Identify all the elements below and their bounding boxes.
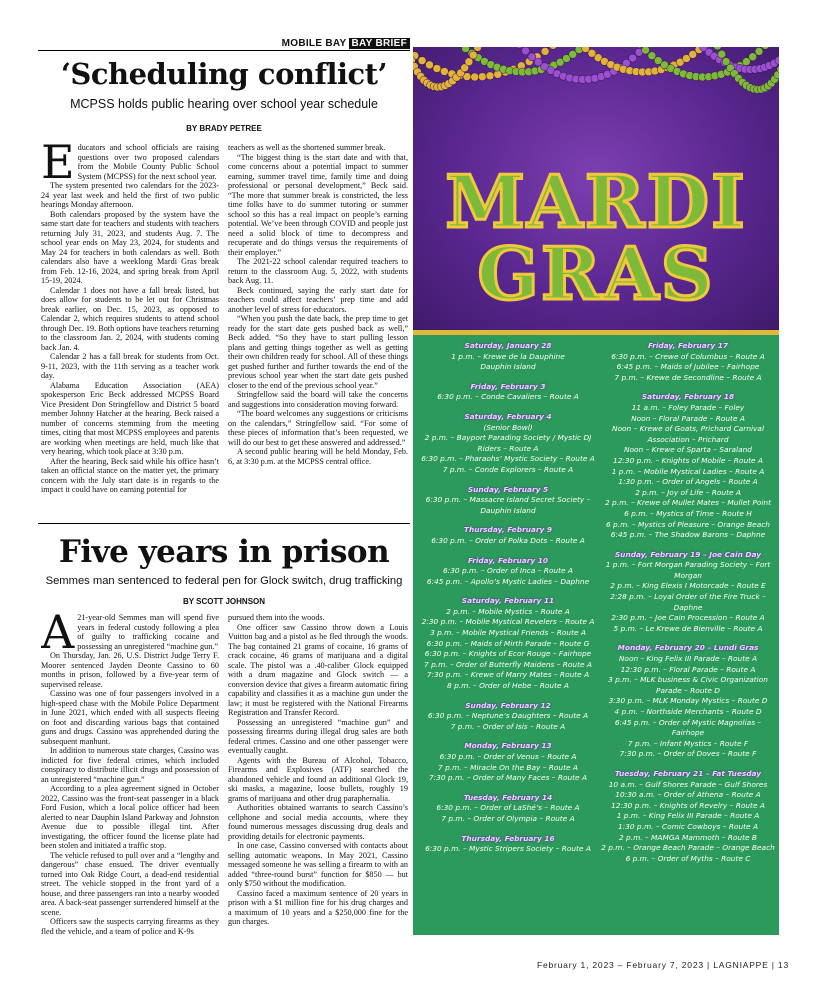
schedule-event: 2:28 p.m. – Loyal Order of the Fire Truck – Daphne	[610, 592, 766, 612]
schedule-day-heading: Friday, February 10	[467, 555, 549, 565]
bead	[418, 57, 426, 65]
schedule-event: 6:45 p.m. – Maids of Jubilee – Fairhope	[616, 362, 760, 372]
schedule-event: 3 p.m. – Mobile Mystical Friends – Route A	[430, 628, 586, 638]
bead	[478, 73, 486, 81]
schedule-event: Noon – Krewe of Goats, Prichard Carnival Association – Prichard	[611, 424, 765, 444]
story2-deck: Semmes man sentenced to federal pen for Glock switch, drug trafficking	[45, 575, 403, 587]
beads	[413, 47, 779, 94]
schedule-event: 6:30 p.m. – Order of Polka Dots – Route A	[431, 535, 585, 545]
bead	[440, 68, 448, 76]
schedule-day-heading: Saturday, January 28	[464, 341, 552, 350]
schedule-event: 7 p.m. – Krewe de Secondline – Route A	[614, 372, 762, 382]
paragraph: teachers as well as the shortened summer break.	[228, 143, 386, 152]
schedule-day-heading: Saturday, February 18	[641, 392, 735, 402]
schedule-event: 7 p.m. – Conde Explorers – Route A	[442, 464, 574, 474]
schedule-event: 10:30 a.m. – Order of Athena – Route A	[615, 790, 761, 800]
paragraph: Beck continued, saying the early start date for teachers could affect teachers’ prep time and add another level of stress for educators.	[228, 285, 408, 314]
schedule-day-heading: Monday, February 13	[464, 741, 552, 751]
paragraph-text: ducators and school officials are raising questions over two proposed calendars from the Mobile County Public School System (MCPSS) for the next school year.	[77, 143, 219, 181]
schedule-event: 2 p.m. – Krewe of Mullet Mates – Mullet Point	[604, 498, 771, 508]
paragraph: After the hearing, Beck said while his office hasn’t taken an official stance on the matter yet, the primary concern with the July start date is in regards to the impact it could have on earning potential for	[41, 456, 219, 494]
paragraph: Officers saw the suspects carrying firearms as they fled the vehicle, and a team of police and K-9s	[41, 917, 219, 936]
schedule-event: Noon – King Felix III Parade – Route A	[618, 654, 758, 664]
schedule-event: 6:30 p.m. – Conde Cavaliers – Route A	[437, 392, 579, 402]
story2-byline: BY SCOTT JOHNSON	[182, 597, 266, 606]
schedule-day-heading: Tuesday, February 21 – Fat Tuesday	[614, 768, 762, 778]
bead-strands-graphic	[413, 47, 779, 330]
schedule-event: (Senior Bowl)	[483, 422, 533, 432]
paragraph: On Thursday, Jan. 26, U.S. District Judge Terry F. Moorer sentenced Jayden Deonte Cassino to 60 months in prison, followed by a five-year term of supervised release.	[41, 651, 219, 689]
schedule-event: 3 p.m. – MLK business & Civic Organization Parade – Route D	[608, 675, 768, 695]
paragraph: Alabama Education Association (AEA) spokesperson Eric Beck addressed MCPSS Board Vice President Don Stringfellow and District 5 board member Johnny Hatcher at the hearing. Beck raised a number of concerns stemming from the meeting times, citing that most MCPSS employees and parents are working when meetings are held, much like that very hearing, which took place at 3:30 p.m.	[41, 380, 219, 456]
page-footer: February 1, 2023 – February 7, 2023 | LAGNIAPPE | 13	[536, 960, 789, 970]
schedule-event: 12:30 p.m. – Knights of Revelry – Route A	[611, 800, 765, 810]
schedule-event: 2 p.m. – Joy of Life – Route A	[635, 487, 741, 497]
bead	[755, 47, 763, 55]
gold-stripe	[413, 330, 779, 335]
schedule-event: 7 p.m. – Order of Butterfly Maidens – Route A	[424, 659, 592, 669]
schedule-day-heading: Sunday, February 5	[467, 484, 549, 494]
schedule-event: 6:30 p.m. – Order of LaShé’s – Route A	[436, 803, 580, 813]
paragraph: A second public hearing will be held Monday, Feb. 6, at 3:30 p.m. at the MCPSS central office.	[228, 447, 408, 466]
bead	[433, 65, 441, 73]
schedule-day-heading: Thursday, February 16	[461, 833, 555, 843]
paragraph: The vehicle refused to pull over and a “lengthy and dangerous” chase ensued. The driver eventually turned into Oak Ridge Court, a dead-end residential street. The vehicle stopped in the front yard of a house, and three passengers ran into a nearby wooded area. A back-seat passenger surrendered himself at the scene.	[41, 850, 219, 917]
schedule-event: 6:45 p.m. – The Shadow Barons – Daphne	[610, 530, 766, 540]
schedule-event: Noon – Krewe of Sparta – Saraland	[623, 445, 752, 455]
schedule-day-heading: Sunday, February 19 – Joe Cain Day	[614, 549, 762, 559]
title-line-2: GRAS	[477, 231, 715, 316]
schedule-event: 2 p.m. – Orange Beach Parade – Orange Beach	[601, 843, 775, 853]
paragraph-text: 21-year-old Semmes man will spend five years in federal custody following a plea of guilty to trafficking cocaine and possessing an unregistered “machine gun.”	[77, 613, 219, 651]
story2-headline: Five years in prison	[58, 534, 390, 570]
schedule-event: 7 p.m. – Order of Isis – Route A	[450, 721, 566, 731]
schedule-event: 4 p.m. – Northside Merchants – Route D	[614, 707, 762, 716]
schedule-event: Noon – Floral Parade – Route A	[631, 413, 745, 423]
schedule-event: Dauphin Island	[480, 362, 536, 372]
story2-column-1	[41, 613, 219, 955]
schedule-event: 6:30 p.m. – Order of Venus – Route A	[439, 752, 577, 761]
schedule-event: 2:30 p.m. – Joe Cain Procession – Route A	[611, 613, 765, 623]
paragraph: One officer saw Cassino throw down a Louis Vuitton bag and a pistol as he fled through the woods. The bag contained 21 grams of cocaine, 16 grams of crack cocaine, 46 grams of marijuana and a digital scale. The pistol was a .40-caliber Glock equipped with a drum magazine and Glock switch — a conversion device that gives a firearm automatic firing capability and classifies it as a machine gun under the law; it must be registered with the National Firearms Registration and Transfer Record.	[228, 622, 408, 717]
bead	[642, 47, 650, 54]
schedule-event: 7:30 p.m. – Krewe of Marry Mates – Route A	[426, 670, 590, 680]
bead	[426, 61, 434, 69]
bead	[761, 47, 769, 49]
schedule-event: 7 p.m. – Miracle On the Bay – Route A	[438, 762, 578, 772]
schedule-day-heading: Saturday, February 11	[461, 596, 555, 606]
story-divider	[38, 523, 410, 524]
drop-cap: E	[41, 143, 75, 189]
schedule-event: 7:30 p.m. – Order of Many Faces – Route A	[428, 773, 588, 783]
schedule-event: 1 p.m. – Fort Morgan Parading Society – Fort Morgan	[605, 560, 771, 580]
schedule-event: 12:30 p.m. – Knights of Mobile – Route A	[613, 455, 763, 465]
mardi-gras-panel	[413, 47, 779, 935]
paragraph: pursued them into the woods.	[228, 613, 325, 622]
schedule-event: 6:30 p.m. – Mystic Stripers Society – Route A	[425, 844, 591, 854]
schedule-event: 6:30 p.m. – Pharaohs’ Mystic Society – Route A	[421, 454, 595, 464]
schedule-event: 7 p.m. – Infant Mystics – Route F	[627, 738, 749, 748]
paragraph: The system presented two calendars for the 2023-24 year last week and held the first of two public hearings Monday afternoon.	[41, 181, 219, 209]
schedule-event: 1 p.m. – Mobile Mystical Ladies – Route A	[611, 466, 765, 476]
schedule-event: 8 p.m. – Order of Hebe – Route A	[447, 681, 569, 691]
paragraph: According to a plea agreement signed in October 2022, Cassino was the front-seat passenger in a black Ford Fusion, which a local police officer had been alerted to near Dauphin Island Parkway and Johnston Avenue due to possible illegal tint. After investigating, the officer found the license plate had been stolen and initiated a traffic stop.	[41, 784, 219, 850]
schedule-event: 2 p.m. – Bayport Parading Society / Mystic DJ Riders – Route A	[424, 433, 592, 453]
paragraph: “The biggest thing is the start date and with that, come concerns about a potential impact to summer earning, summer travel time, family time and doing professional or personal development,” Beck said. “The more that summer break is constricted, the less time folks have to do summer tutoring or summer school so this has a real impact on people’s earning potential. We’ve been through COVID and people just need a solid block of time to decompress and recuperate and do things versus the requirements of their employer.”	[228, 152, 408, 257]
schedule-event: 2:30 p.m. – Mobile Mystical Revelers – Route A	[421, 617, 595, 627]
schedule-day-heading: Sunday, February 12	[465, 700, 551, 710]
bead	[541, 47, 549, 55]
paragraph	[41, 613, 219, 659]
schedule-day-heading: Saturday, February 4	[464, 411, 552, 421]
bead	[549, 47, 557, 49]
paragraph: Agents with the Bureau of Alcohol, Tobacco, Firearms and Explosives (ATF) searched the abandoned vehicle and found an additional Glock 19, ski masks, a magazine, loose bullets, roughly 19 grams of marijuana and other drug paraphernalia.	[228, 755, 408, 803]
paragraph: Authorities obtained warrants to search Cassino’s cellphone and social media accounts, where they found numerous messages discussing drug deals and providing details for electronic payments.	[228, 803, 408, 841]
schedule-day-heading: Monday, February 20 – Lundi Gras	[617, 643, 759, 653]
schedule-day-heading: Thursday, February 9	[463, 525, 553, 535]
schedule-event: 6:30 p.m. – Crewe of Columbus – Route A	[611, 351, 765, 361]
bead	[522, 47, 530, 55]
bead	[471, 73, 479, 81]
bead	[469, 51, 477, 59]
schedule-event: 1:30 p.m. – Comic Cowboys – Route A	[617, 821, 759, 831]
schedule-event: 6:30 p.m. – Massacre Island Secret Society – Dauphin Island	[425, 495, 591, 515]
schedule-event: 2 p.m. – Mobile Mystics – Route A	[446, 606, 570, 616]
paragraph: “The board welcomes any suggestions or criticisms on the calendars,” Stringfellow said. “For some of these pieces of information that’s been requested, we will do our best to get these answered and addressed.”	[228, 409, 408, 447]
schedule-event: 6 p.m. – Mystics of Time – Route H	[624, 508, 752, 518]
paragraph: Cassino faced a maximum sentence of 20 years in prison with a $1 million fine for his drug charges and a maximum of 10 years and a $250,000 fine for the gun charges.	[228, 888, 408, 926]
story1-column-1	[41, 143, 219, 521]
story2-column-2	[228, 613, 408, 955]
story1-byline: BY BRADY PETREE	[186, 124, 262, 133]
bead	[486, 72, 494, 80]
paragraph: The 2021-22 school calendar required teachers to return to the classroom Aug. 5, 2022, with students back Aug. 11.	[228, 257, 408, 285]
schedule-event: 6:30 p.m. – Maids of Mirth Parade – Route G	[426, 638, 590, 648]
paragraph: In one case, Cassino conversed with contacts about selling automatic weapons. In May 2021, Cassino messaged someone he was selling a firearm to with an added “three-round burst” function for $850 — but only $750 without the modification.	[228, 841, 408, 888]
schedule-event: 6:30 p.m. – Order of Inca – Route A	[443, 566, 573, 576]
schedule-event: 6 p.m. – Mystics of Pleasure – Orange Beach	[606, 519, 770, 529]
schedule-event: 5 p.m. – Le Krewe de Bienville – Route A	[613, 623, 763, 633]
paragraph: In addition to numerous state charges, Cassino was indicted for five federal crimes, which included conspiracy to distribute illicit drugs and possession of an unregistered “machine gun.”	[41, 746, 219, 784]
mardi-gras-title	[445, 159, 747, 316]
mardi-gras-artwork	[413, 47, 779, 330]
story1-headline: ‘Scheduling conflict’	[60, 57, 388, 91]
schedule-event: 2 p.m. – King Elexis I Motorcade – Route E	[610, 581, 766, 591]
section-label	[282, 38, 410, 50]
schedule-event: 6:45 p.m. – Order of Mystic Magnolias – Fairhope	[614, 717, 762, 738]
paragraph: “When you push the date back, the prep time to get ready for the start date gets pushed back as well,” Beck added. “So they have to start pulling lesson plans and getting things together as well as getting their own children ready for school. All of these things get pushed further and further towards the end of the previous school year when the start date gets pushed closer to the end of the previous school year.”	[228, 314, 408, 390]
schedule-event: 6:30 p.m. – Neptune’s Daughters – Route A	[427, 711, 589, 721]
section-prefix: MOBILE BAY	[281, 38, 347, 49]
bead	[465, 58, 473, 66]
paragraph: Possessing an unregistered “machine gun” and possessing firearms during illegal drug sales are both federal crimes. Cassino and one other passenger were eventually caught.	[228, 717, 408, 755]
paragraph: Cassino was one of four passengers involved in a high-speed chase with the Mobile Police Department in June 2021, which ended with all suspects fleeing on foot and discarding various bags that contained guns and drugs. Cassino was apprehended during the subsequent manhunt.	[41, 689, 219, 746]
schedule-event: 1 p.m. – King Felix III Parade – Route A	[616, 811, 760, 821]
schedule-event: 10 a.m. – Gulf Shores Parade – Gulf Shores	[608, 779, 768, 789]
schedule-day-heading: Friday, February 3	[470, 381, 546, 391]
schedule-event: 11 a.m. – Foley Parade – Foley	[631, 402, 745, 412]
schedule-day-heading: Friday, February 17	[647, 341, 729, 350]
bead	[714, 47, 722, 50]
section-box: BAY BRIEF	[349, 38, 411, 49]
schedule-event: 6:45 p.m. – Apollo’s Mystic Ladies – Daphne	[426, 576, 590, 586]
schedule-event: 2 p.m. – MAMGA Mammoth – Route B	[619, 832, 757, 842]
schedule-event: 1:30 p.m. – Order of Angels – Route A	[618, 477, 758, 487]
bead	[749, 53, 757, 61]
drop-cap: A	[41, 613, 75, 659]
schedule-event: 7 p.m. – Order of Olympia – Route A	[441, 813, 575, 823]
paragraph: Stringfellow said the board will take the concerns and suggestions into consideration moving forward.	[228, 390, 408, 409]
schedule-event: 1 p.m. – Krewe de la Dauphine	[451, 351, 565, 361]
story1-column-2	[228, 143, 408, 521]
schedule-event: 7:30 p.m. – Order of Doves – Route F	[619, 749, 757, 759]
bead	[515, 47, 523, 48]
schedule-event: 6 p.m. – Order of Myths – Route C	[625, 853, 751, 863]
paragraph: Both calendars proposed by the system have the same start date for teachers and students with teachers returning July 31, 2023, and students Aug. 7. The school year ends on May 23, 2024, for students and May 24 for teachers in both calendars as well. Both calendars also have a weeklong Mardi Gras break from Feb. 12-16, 2024, and spring break from April 15-19, 2024.	[41, 209, 219, 285]
paragraph	[41, 143, 219, 189]
schedule-event: 12:30 p.m. – Floral Parade – Route A	[620, 664, 756, 674]
section-header	[38, 38, 410, 51]
parade-schedule-right	[599, 341, 777, 864]
bead	[718, 50, 726, 58]
bead	[629, 54, 637, 62]
story1-deck: MCPSS holds public hearing over school year schedule	[70, 97, 378, 111]
title-line-1: MARDI	[445, 159, 747, 244]
schedule-event: 6:30 p.m. – Knights of Ecor Rouge – Fairhope	[424, 649, 592, 659]
paragraph: Calendar 1 does not have a fall break listed, but does allow for students to be let out for Christmas break earlier, on Dec. 15, 2023, as opposed to Calendar 2, which requires students to attend school through Dec. 19. Both options have teachers returning to the classroom Jan. 2, 2024, with students coming back Jan. 4.	[41, 285, 219, 352]
schedule-event: 3:30 p.m. – MLK Monday Mystics – Route D	[608, 696, 768, 706]
paragraph: Calendar 2 has a fall break for students from Oct. 9-11, 2023, with the 11th serving as a teacher work day.	[41, 352, 219, 380]
schedule-day-heading: Tuesday, February 14	[463, 792, 553, 802]
parade-schedule-left	[417, 341, 599, 855]
